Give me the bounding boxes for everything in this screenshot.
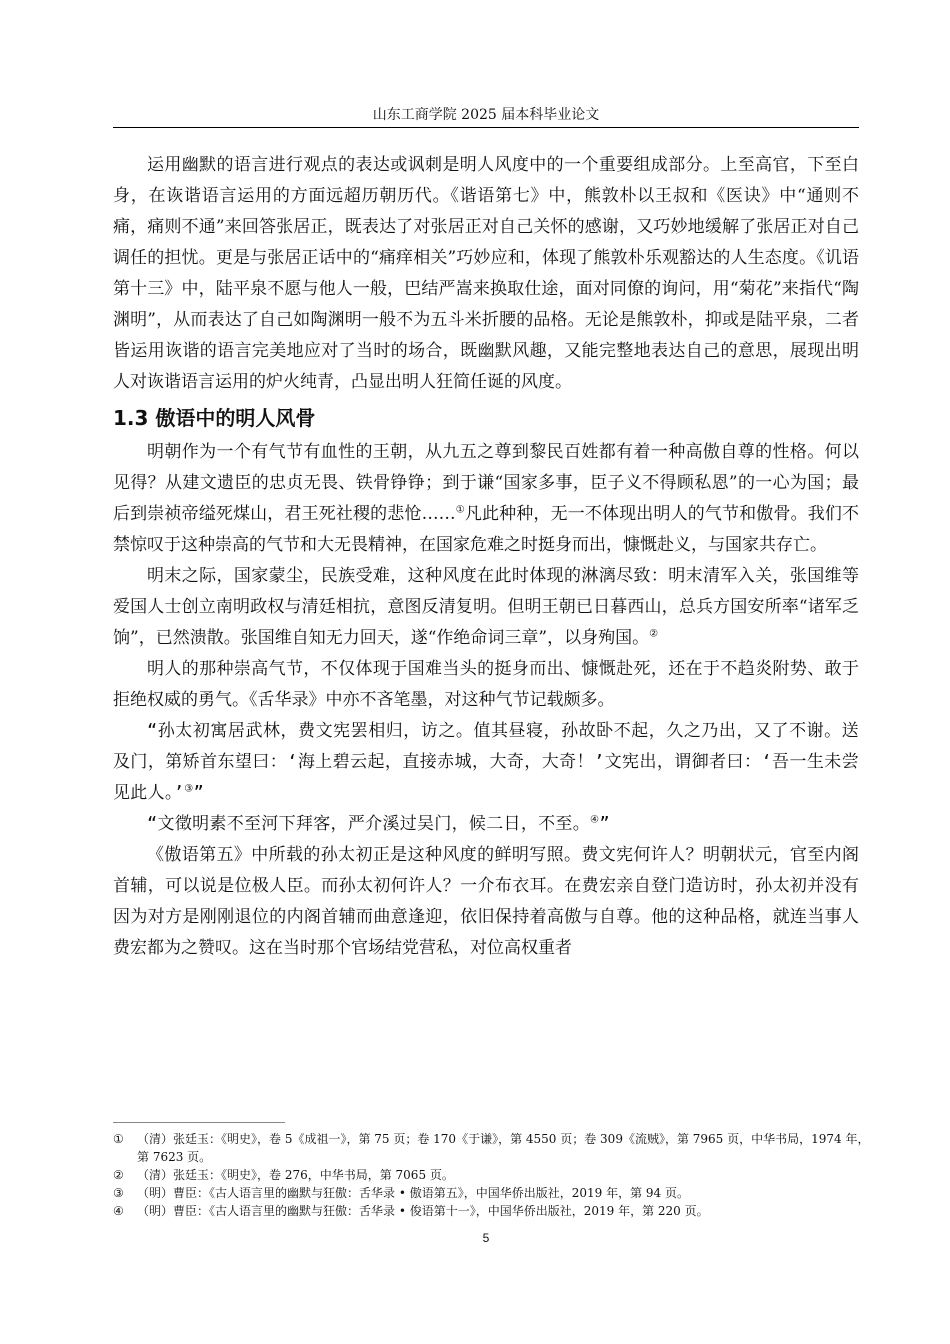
quote-text: “孙太初寓居武林，费文宪罢相归，访之。值其昼寝，孙故卧不起，久之乃出，又了不谢。送及门，第矫首东望曰：‘海上碧云起，直接赤城，大奇，大奇！’文宪出，谓御者曰：‘吾一生未尝见此人。’ bbox=[113, 721, 859, 803]
footnote-ref-2[interactable]: ② bbox=[649, 628, 659, 640]
paragraph-analysis: 《傲语第五》中所载的孙太初正是这种风度的鲜明写照。费文宪何许人？明朝状元，官至内阁首辅，可以说是位极人臣。而孙太初何许人？一介布衣耳。在费宏亲自登门造访时，孙太初并没有因为对方是刚刚退位的内阁首辅而曲意逢迎，依旧保持着高傲与自尊。他的这种品格，就连当事人费宏都为之赞叹。这在当时那个官场结党营私，对位高权重者 bbox=[113, 845, 859, 958]
paragraph-humor: 运用幽默的语言进行观点的表达或讽刺是明人风度中的一个重要组成部分。上至高官，下至白身，在诙谐语言运用的方面远超历朝历代。《谐语第七》中，熊敦朴以王叔和《医诀》中“通则不痛，痛则不通”来回答张居正，既表达了对张居正对自己关怀的感谢，又巧妙地缓解了张居正对自己调任的担忧。更是与张居正话中的“痛痒相关”巧妙应和，体现了熊敦朴乐观豁达的人生态度。《讥语第十三》中，陆平泉不愿与他人一般，巴结严嵩来换取仕途，面对同僚的询问，用“菊花”来指代“陶渊明”，从而表达了自己如陶渊明一般不为五斗米折腰的品格。无论是熊敦朴，抑或是陆平泉，二者皆运用诙谐的语言完美地应对了当时的场合，既幽默风趣，又能完整地表达自己的意思，展现出明人对诙谐语言运用的炉火纯青，凸显出明人狂简任诞的风度。 bbox=[113, 155, 859, 392]
page-number: 5 bbox=[482, 1231, 490, 1245]
paragraph-text: 明朝作为一个有气节有血性的王朝，从九五之尊到黎民百姓都有着一种高傲自尊的性格。何以见得？从建文遗臣的忠贞无畏、铁骨铮铮；到于谦“国家多事，臣子义不得顾私恩”的一心为国；最后到崇祯帝缢死煤山，君王死社稷的悲怆…… bbox=[113, 442, 859, 524]
footnote-mark: ② bbox=[113, 1168, 124, 1182]
paragraph-courage: 明人的那种崇高气节，不仅体现于国难当头的挺身而出、慷慨赴死，还在于不趋炎附势、敢于拒绝权威的勇气。《舌华录》中亦不吝笔墨，对这种气节记载颇多。 bbox=[113, 659, 859, 710]
footnotes bbox=[113, 1130, 873, 1220]
section-heading: 1.3 傲语中的明人风骨 bbox=[113, 406, 316, 430]
footnote-ref-1[interactable]: ① bbox=[455, 504, 465, 516]
quote-close: ” bbox=[599, 814, 610, 834]
footnote-mark: ① bbox=[113, 1132, 124, 1146]
main-text bbox=[113, 150, 859, 964]
quote-sun-taichu bbox=[113, 716, 859, 809]
quote-text: “文徵明素不至河下拜客，严介溪过吴门，候二日，不至。 bbox=[147, 814, 591, 834]
header-rule bbox=[113, 127, 859, 128]
paragraph-text: 明末之际，国家蒙尘，民族受难，这种风度在此时体现的淋漓尽致：明末清军入关，张国维等爱国人士创立南明政权与清廷相抗，意图反清复明。但明王朝已日暮西山，总兵方国安所率“诸军乏饷”，已然溃散。张国维自知无力回天，遂“作绝命词三章”，以身殉国。 bbox=[113, 566, 859, 648]
paragraph-text: 凡此种种，无一不体现出明人的气节和傲骨。我们不禁惊叹于这种崇高的气节和大无畏精神，在国家危难之时挺身而出，慷慨赴义，与国家共存亡。 bbox=[113, 504, 860, 555]
footnote-2 bbox=[113, 1166, 873, 1184]
quote-close: ” bbox=[193, 783, 205, 803]
footnote-4 bbox=[113, 1202, 873, 1220]
footnote-text: （清）张廷玉：《明史》，卷 276，中华书局，第 7065 页。 bbox=[137, 1168, 454, 1182]
footnote-rule bbox=[113, 1122, 285, 1123]
footnote-mark: ④ bbox=[113, 1204, 124, 1218]
quote-wen-zhengming bbox=[113, 809, 859, 840]
footnote-text: （清）张廷玉：《明史》，卷 5《成祖一》，第 75 页；卷 170《于谦》，第 4550 页；卷 309《流贼》，第 7965 页，中华书局，1974 年，第 7623 页。 bbox=[137, 1132, 870, 1164]
footnote-3 bbox=[113, 1184, 873, 1202]
footnote-text: （明）曹臣：《古人语言里的幽默与狂傲：舌华录 • 俊语第十一》，中国华侨出版社，2019 年，第 220 页。 bbox=[137, 1204, 709, 1218]
paragraph-late-ming bbox=[113, 561, 859, 654]
footnote-text: （明）曹臣：《古人语言里的幽默与狂傲：舌华录 • 傲语第五》，中国华侨出版社，2019 年，第 94 页。 bbox=[137, 1186, 689, 1200]
running-header: 山东工商学院 2025 届本科毕业论文 bbox=[372, 107, 600, 123]
paragraph-integrity bbox=[113, 437, 859, 561]
footnote-mark: ③ bbox=[113, 1186, 124, 1200]
footnote-ref-3[interactable]: ③ bbox=[184, 783, 194, 795]
footnote-ref-4[interactable]: ④ bbox=[590, 814, 600, 826]
footnote-1 bbox=[113, 1130, 873, 1166]
